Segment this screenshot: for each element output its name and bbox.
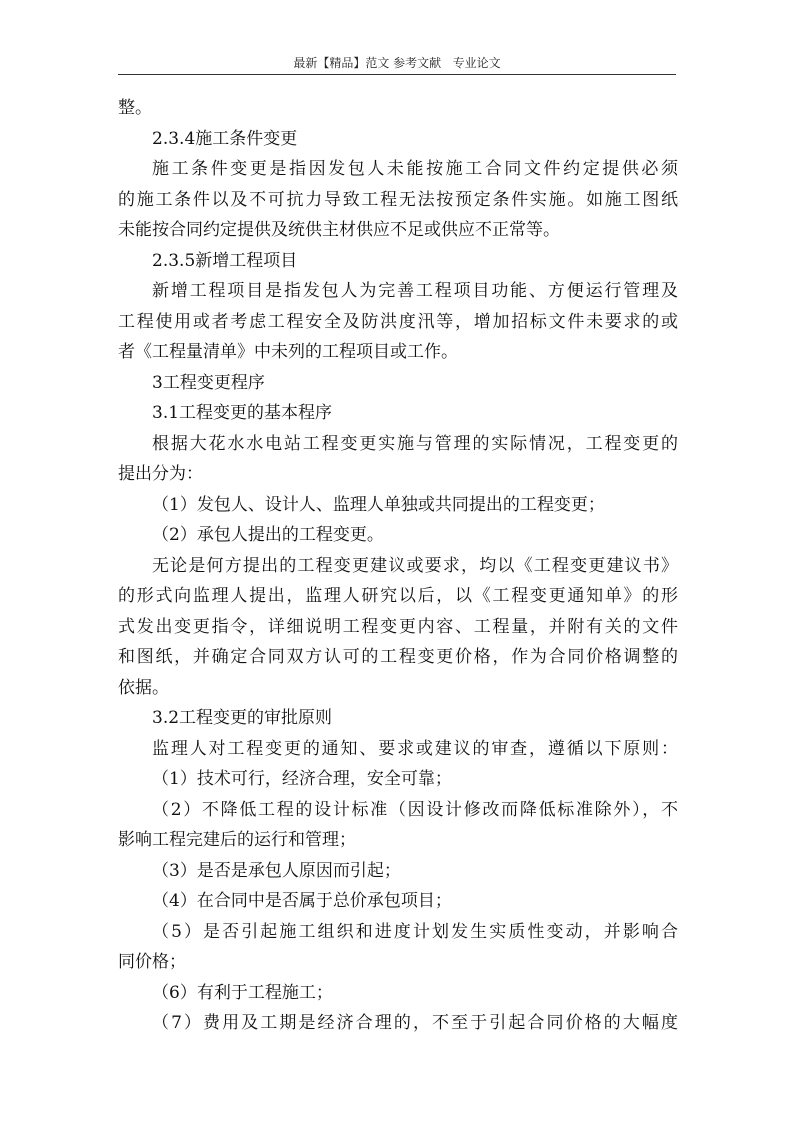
list-item: （1）技术可行，经济合理，安全可靠；	[152, 769, 452, 789]
text-line: 工程使用或者考虑工程安全及防洪度汛等，增加招标文件未要求的或	[118, 311, 678, 332]
text-line: 施工条件变更是指因发包人未能按施工合同文件约定提供必须	[152, 159, 678, 179]
document-body	[118, 93, 678, 1039]
list-item: （6）有利于工程施工；	[152, 982, 333, 1003]
section-heading-3-1: 3.1工程变更的基本程序	[152, 403, 333, 423]
text-line: 监理人对工程变更的通知、要求或建议的审查，遵循以下原则：	[152, 738, 678, 759]
section-heading-3: 3工程变更程序	[152, 372, 265, 393]
section-heading-2-3-4: 2.3.4施工条件变更	[152, 128, 298, 149]
section-heading-3-2: 3.2工程变更的审批原则	[152, 708, 333, 728]
text-line: 者《工程量清单》中未列的工程项目或工作。	[118, 342, 458, 362]
list-item: （3）是否是承包人原因而引起；	[152, 860, 401, 881]
text-line: 同价格；	[118, 952, 186, 972]
page-header: 最新【精品】范文 参考文献 专业论文	[118, 56, 676, 75]
list-item: （4）在合同中是否属于总价承包项目；	[152, 891, 452, 911]
text-line: 根据大花水水电站工程变更实施与管理的实际情况，工程变更的	[152, 433, 678, 454]
list-item: （1）发包人、设计人、监理人单独或共同提出的工程变更；	[152, 494, 605, 515]
text-line: 的施工条件以及不可抗力导致工程无法按预定条件实施。如施工图纸	[118, 189, 678, 210]
list-item: （2）承包人提出的工程变更。	[152, 525, 384, 545]
list-item: （7）费用及工期是经济合理的，不至于引起合同价格的大幅度	[152, 1013, 678, 1033]
text-line: 的形式向监理人提出，监理人研究以后，以《工程变更通知单》的形	[118, 586, 678, 606]
text-line: 依据。	[118, 677, 169, 698]
section-heading-2-3-5: 2.3.5新增工程项目	[152, 250, 298, 271]
text-line: 式发出变更指令，详细说明工程变更内容、工程量，并附有关的文件	[118, 616, 678, 637]
text-line: 无论是何方提出的工程变更建议或要求，均以《工程变更建议书》	[152, 555, 678, 576]
text-line: 提出分为：	[118, 464, 203, 484]
text-line: 和图纸，并确定合同双方认可的工程变更价格，作为合同价格调整的	[118, 647, 678, 667]
list-item: （2）不降低工程的设计标准（因设计修改而降低标准除外），不	[152, 799, 678, 820]
text-line: 未能按合同约定提供及统供主材供应不足或供应不正常等。	[118, 220, 560, 240]
list-item: （5）是否引起施工组织和进度计划发生实质性变动，并影响合	[152, 921, 678, 942]
text-line: 新增工程项目是指发包人为完善工程项目功能、方便运行管理及	[152, 281, 678, 301]
text-line: 影响工程完建后的运行和管理；	[118, 830, 356, 850]
text-line: 整。	[118, 98, 152, 118]
